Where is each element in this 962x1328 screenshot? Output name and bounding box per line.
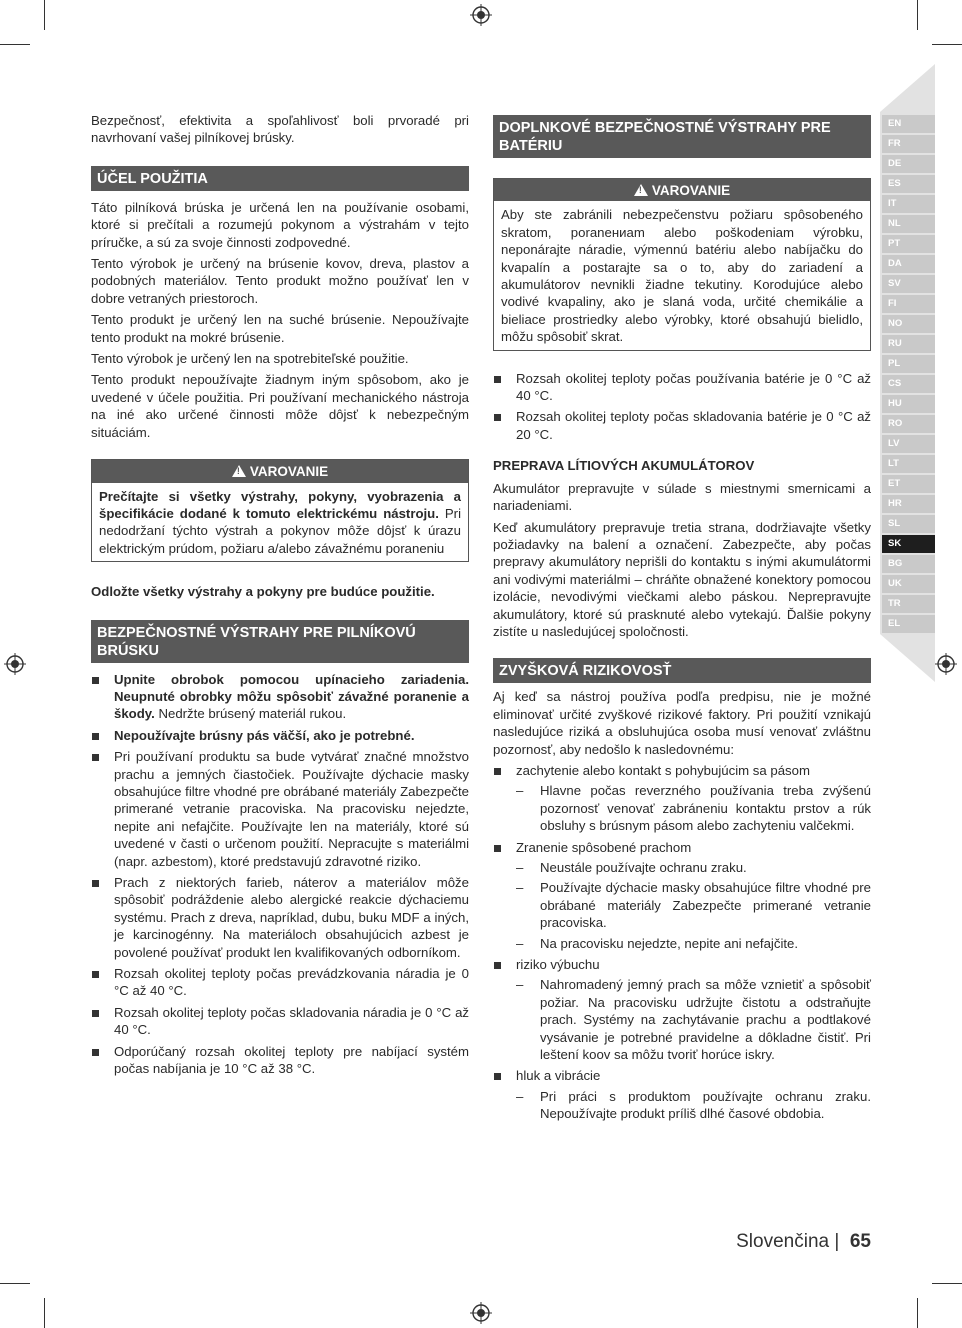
warning-title: VAROVANIE bbox=[651, 183, 731, 198]
warning-box bbox=[91, 459, 469, 562]
language-tab-pl[interactable]: PL bbox=[882, 355, 935, 373]
list-item: Nepoužívajte brúsny pás väčší, ako je potrebné. bbox=[91, 727, 469, 744]
warning-title: VAROVANIE bbox=[249, 464, 329, 480]
language-tab-bg[interactable]: BG bbox=[882, 555, 935, 573]
language-tab-fr[interactable]: FR bbox=[882, 135, 935, 153]
warning-box bbox=[493, 178, 871, 351]
language-tab-tr[interactable]: TR bbox=[882, 595, 935, 613]
keep-instructions: Odložte všetky výstrahy a pokyny pre budúce použitie. bbox=[91, 584, 435, 600]
language-tab-de[interactable]: DE bbox=[882, 155, 935, 173]
section-header-intended-use: ÚČEL POUŽITIA bbox=[91, 166, 469, 191]
crop-mark bbox=[0, 1283, 30, 1284]
section-header-safety-warnings: BEZPEČNOSTNÉ VÝSTRAHY PRE PILNÍKOVÚ BRÚSKU bbox=[91, 620, 469, 663]
language-tab-et[interactable]: ET bbox=[882, 475, 935, 493]
list-item: riziko výbuchu – Nahromadený jemný prach sa môže vznietiť a spôsobiť požiar. Na pracovisku udržujte čistotu a odstraňujte prach. Systémy na zachytávanie prachu a podtlakové vysávanie je potrebné pravidelne a dôkladne čistiť. Pri leštení koov sa môžu tvoriť horúce iskry. bbox=[493, 956, 871, 1063]
list-item: Pri používaní produktu sa bude vytvárať značné množstvo prachu a jemných čiastočiek. Používajte dýchacie masky obsahujúce filtre vhodné pre obrábané materiály Zabezpečte primerané vetranie pracoviska. Na pracovisku nejedzte, nepite ani nefajčite. Používajte len na materiály, ktoré sú uvedené v časti o určenom použití. Nepracujte s materiálmi (napr. azbestom), ktoré predstavujú zdravotné riziko. bbox=[91, 748, 469, 870]
language-tab-sv[interactable]: SV bbox=[882, 275, 935, 293]
language-tab-el[interactable]: EL bbox=[882, 615, 935, 633]
warning-triangle-icon bbox=[232, 465, 246, 477]
crop-mark bbox=[0, 44, 30, 45]
registration-mark-icon bbox=[935, 653, 957, 675]
warning-text: Pri nedodržaní týchto výstrah a pokynov môže dôjsť k úrazu elektrickým prúdom, požiaru a/alebo závažnému poraneniu bbox=[99, 505, 462, 556]
crop-mark bbox=[932, 1283, 962, 1284]
list-item: Zranenie spôsobené prachom – Neustále používajte ochranu zraku. – Používajte dýchacie masky obsahujúce filtre vhodné pre obrábané materiály Zabezpečte primerané vetranie pracoviska. – Na pracovisku nejedzte, nepite ani nefajčite. bbox=[493, 839, 871, 952]
subheading-transport: PREPRAVA LÍTIOVÝCH AKUMULÁTOROV bbox=[493, 458, 755, 474]
section-header-battery-warnings: DOPLNKOVÉ BEZPEČNOSTNÉ VÝSTRAHY PRE BATÉRIU bbox=[493, 115, 871, 158]
registration-mark-icon bbox=[470, 1302, 492, 1324]
battery-list bbox=[493, 370, 871, 444]
sub-list-item: – Nahromadený jemný prach sa môže vznietiť a spôsobiť požiar. Na pracovisku udržujte čistotu a odstraňujte prach. Systémy na zachytávanie prachu a podtlakové vysávanie je potrebné pravidelne a dôkladne čistiť. Pri leštení koov sa môžu tvoriť horúce iskry. bbox=[516, 976, 871, 1063]
paragraph: Tento produkt je určený len na suché brúsenie. Nepoužívajte tento produkt na mokré brúsenie. bbox=[91, 312, 469, 345]
sub-list-item: – Neustále používajte ochranu zraku. bbox=[516, 859, 871, 876]
warning-header bbox=[92, 460, 468, 482]
crop-mark bbox=[932, 44, 962, 45]
language-tab-uk[interactable]: UK bbox=[882, 575, 935, 593]
left-column bbox=[91, 112, 469, 1081]
warning-triangle-icon bbox=[634, 184, 648, 196]
risk-list bbox=[493, 762, 871, 1123]
list-item: Rozsah okolitej teploty počas používania batérie je 0 °C až 40 °C. bbox=[493, 370, 871, 405]
language-tab-cs[interactable]: CS bbox=[882, 375, 935, 393]
language-tab-ru[interactable]: RU bbox=[882, 335, 935, 353]
warning-text: Aby ste zabránili nebezpečenstvu požiaru spôsobeného skratom, poranениam alebo poškodeniam výrobku, neponárajte náradie, výmennú batériu alebo nabíjačku do kvapalín a postarajte sa o to, aby do zariadení a akumulátorov nevnikli žiadne tekutiny. Korodujúce alebo vodivé kvapaliny, ako je slaná voda, určité chemikálie a bieliace prostriedky alebo výrobky, ktoré obsahujú bielidlo, môžu spôsobiť skrat. bbox=[501, 207, 863, 345]
language-tab-hu[interactable]: HU bbox=[882, 395, 935, 413]
right-column bbox=[493, 115, 871, 1127]
list-item: Rozsah okolitej teploty počas prevádzkovania náradia je 0 °C až 40 °C. bbox=[91, 965, 469, 1000]
safety-list bbox=[91, 671, 469, 1078]
page-footer bbox=[736, 1230, 871, 1254]
paragraph: Aj keď sa nástroj používa podľa predpisu, nie je možné eliminovať určité zvyškové rizikové faktory. Pri použití vznikajú nasledujúce riziká a obsluhujúca osoba musí venovať zvláštnu pozornosť, aby nedošlo k nasledovnému: bbox=[493, 689, 871, 757]
paragraph: Akumulátor prepravujte v súlade s miestnymi smernicami a nariadeniami. bbox=[493, 480, 871, 514]
registration-mark-icon bbox=[470, 4, 492, 26]
list-item: Rozsah okolitej teploty počas skladovania náradia je 0 °C až 40 °C. bbox=[91, 1004, 469, 1039]
paragraph: Tento výrobok je určený len na spotrebiteľské použitie. bbox=[91, 351, 409, 367]
intro-paragraph: Bezpečnosť, efektivita a spoľahlivosť boli prvoradé pri navrhovaní vašej pilníkovej brúsky. bbox=[91, 113, 469, 146]
page-number: 65 bbox=[849, 1231, 871, 1252]
language-tab-it[interactable]: IT bbox=[882, 195, 935, 213]
language-tab-da[interactable]: DA bbox=[882, 255, 935, 273]
language-tab-nl[interactable]: NL bbox=[882, 215, 935, 233]
language-tab-lt[interactable]: LT bbox=[882, 455, 935, 473]
sub-list-item: – Pri práci s produktom používajte ochranu zraku. Nepoužívajte produkt príliš dlhé časové obdobia. bbox=[516, 1088, 871, 1123]
sub-list-item: – Používajte dýchacie masky obsahujúce filtre vhodné pre obrábané materiály Zabezpečte primerané vetranie pracoviska. bbox=[516, 879, 871, 931]
list-item: hluk a vibrácie – Pri práci s produktom používajte ochranu zraku. Nepoužívajte produkt príliš dlhé časové obdobia. bbox=[493, 1067, 871, 1122]
paragraph: Tento výrobok je určený na brúsenie kovov, dreva, plastov a podobných materiálov. Tento produkt možno používať len v dobre vetraných priestoroch. bbox=[91, 256, 469, 306]
crop-mark bbox=[44, 0, 45, 30]
sub-list-item: – Hlavne počas reverzného používania treba zvýšenú pozornosť venovať zabráneniu kontaktu prstov a rúk obsluhy s brúsnym pásom alebo zachyteniu valčekmi. bbox=[516, 782, 871, 834]
section-header-residual-risk: ZVYŠKOVÁ RIZIKOVOSŤ bbox=[493, 658, 871, 683]
paragraph: Tento produkt nepoužívajte žiadnym iným spôsobom, ako je uvedené v účele použitia. Pri používaní mechanického nástroja na iné ako určené činnosti môže dôjsť k nebezpečným situáciám. bbox=[91, 372, 469, 440]
list-item: Rozsah okolitej teploty počas skladovania batérie je 0 °C až 20 °C. bbox=[493, 408, 871, 443]
paragraph: Táto pilníková brúska je určená len na používanie osobami, ktoré si prečítali a rozumejú pokynom a výstrahám v tejto príručke, a sú za svoje činnosti zodpovedné. bbox=[91, 199, 469, 250]
language-tab-pt[interactable]: PT bbox=[882, 235, 935, 253]
crop-mark bbox=[917, 1298, 918, 1328]
language-tab-sk[interactable]: SK bbox=[882, 535, 935, 553]
registration-mark-icon bbox=[4, 653, 26, 675]
list-item: Upnite obrobok pomocou upínacieho zariadenia. Neupnuté obrobky môžu spôsobiť závažné poranenie a škody. Nedržte brúsený materiál rukou. bbox=[91, 671, 469, 723]
language-tab-fi[interactable]: FI bbox=[882, 295, 935, 313]
sub-list-item: – Na pracovisku nejedzte, nepite ani nefajčite. bbox=[516, 935, 871, 952]
footer-language: Slovenčina | bbox=[736, 1231, 840, 1252]
language-tab-ro[interactable]: RO bbox=[882, 415, 935, 433]
language-tab-no[interactable]: NO bbox=[882, 315, 935, 333]
crop-mark bbox=[917, 0, 918, 30]
paragraph: Keď akumulátory prepravuje tretia strana, dodržiavajte všetky požiadavky na balení a označení. Zabezpečte, aby počas prepravy akumulátory neprišli do kontaktu s inými akumulátormi ani vodivými materiálmi – chráňte obnažené konektory pomocou izolácie, nevodivými viečkami alebo páskou. Neprepravujte akumulátory, ktoré sú prasknuté alebo vytekajú. Ďalšie pokyny zistíte u nasledujúcej spoločnosti. bbox=[493, 519, 871, 639]
warning-header bbox=[494, 179, 870, 201]
language-tab-hr[interactable]: HR bbox=[882, 495, 935, 513]
language-tab-es[interactable]: ES bbox=[882, 175, 935, 193]
crop-mark bbox=[44, 1298, 45, 1328]
language-tab-en[interactable]: EN bbox=[882, 115, 935, 133]
warning-bold-text: Prečítajte si všetky výstrahy, pokyny, vyobrazenia a špecifikácie dodané k tomuto elektrickému nástroju. bbox=[99, 488, 461, 521]
list-item: Odporúčaný rozsah okolitej teploty pre nabíjací systém počas nabíjania je 10 °C až 38 °C. bbox=[91, 1043, 469, 1078]
list-item: zachytenie alebo kontakt s pohybujúcim sa pásom – Hlavne počas reverzného používania treba zvýšenú pozornosť venovať zabráneniu kontaktu prstov a rúk obsluhy s brúsnym pásom alebo zachyteniu valčekmi. bbox=[493, 762, 871, 835]
language-tab-lv[interactable]: LV bbox=[882, 435, 935, 453]
list-item: Prach z niektorých farieb, náterov a materiálov môže spôsobiť podráždenie alebo alergické reakcie dýchaciemu systému. Prach z dreva, napríklad, dubu, buku MDF a iných, je karcinogénny. Na materiáloch obsahujúcich azbest je povolené používať produkt len kvalifikovaných odborníkom. bbox=[91, 874, 469, 961]
language-tab-sl[interactable]: SL bbox=[882, 515, 935, 533]
